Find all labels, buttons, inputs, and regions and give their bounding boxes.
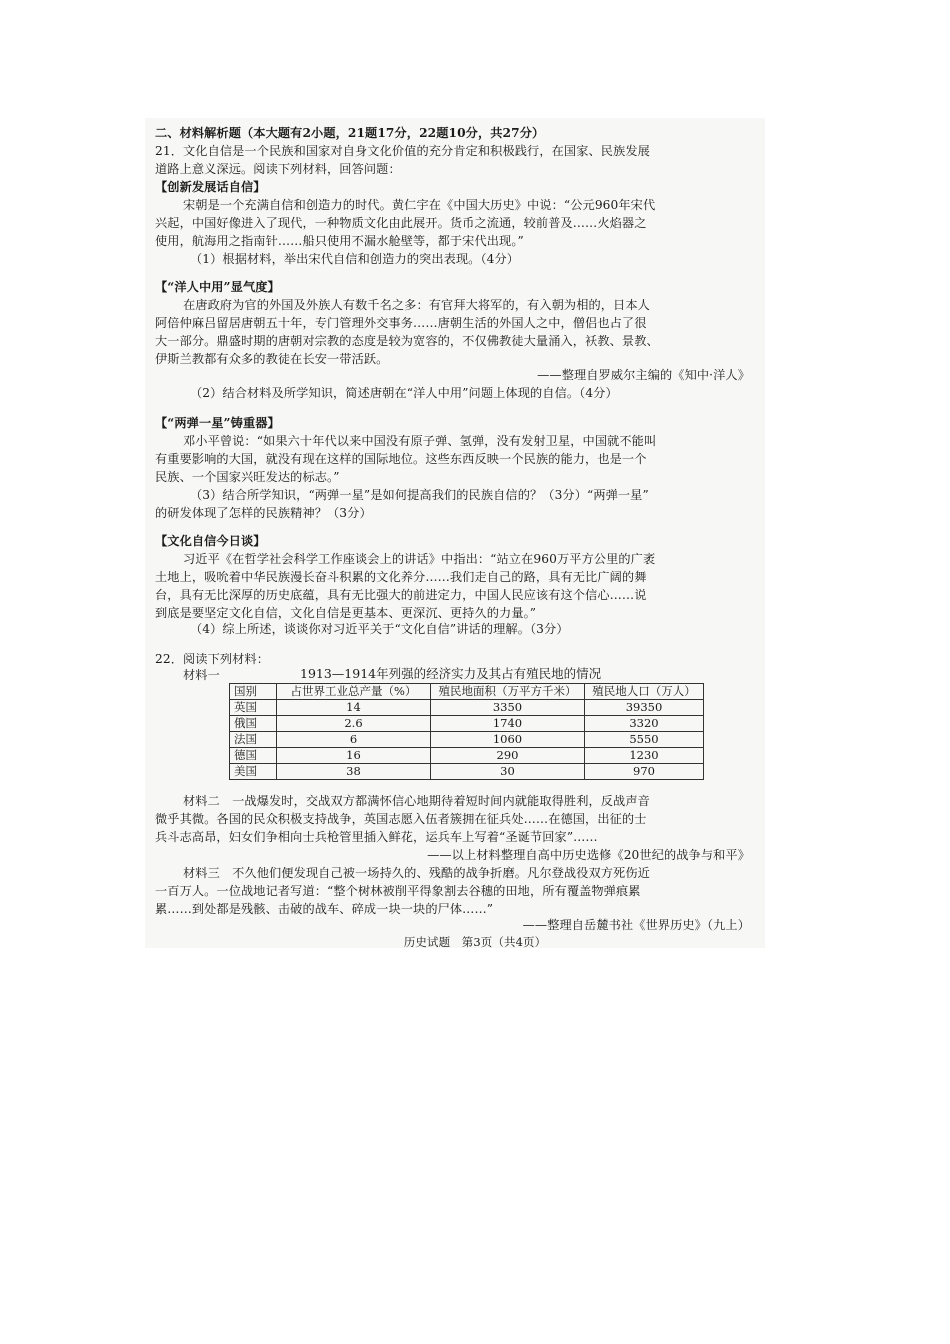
q21-part2-line: 阿倍仲麻吕留居唐朝五十年，专门管理外交事务……唐朝生活的外国人之中，僧侣也占了很 — [155, 316, 647, 330]
table-cell: 德国 — [230, 748, 277, 764]
table-cell: 38 — [277, 764, 431, 780]
table-cell: 1740 — [431, 716, 585, 732]
table-cell: 30 — [431, 764, 585, 780]
material2-line: 兵斗志高昂，妇女们争相向士兵枪管里插入鲜花，运兵车上写着“圣诞节回家”…… — [155, 830, 598, 844]
q21-intro-line-2: 道路上意义深远。阅读下列材料，回答问题： — [155, 162, 401, 176]
colony-table — [229, 683, 704, 780]
table-row — [230, 716, 704, 732]
material3-line: 累……到处都是残骸、击破的战车、碎成一块一块的尸体……” — [155, 902, 494, 916]
q21-part3-heading: 【“两弹一星”铸重器】 — [155, 416, 280, 430]
q21-question-2: （2）结合材料及所学知识，简述唐朝在“洋人中用”问题上体现的自信。（4分） — [190, 386, 618, 400]
table-cell: 970 — [585, 764, 704, 780]
q21-part1-line: 兴起，中国好像进入了现代，一种物质文化由此展开。货币之流通，较前普及……火焰器之 — [155, 216, 647, 230]
material2-line: 微乎其微。各国的民众积极支持战争，英国志愿入伍者簇拥在征兵处……在德国，出征的士 — [155, 812, 647, 826]
table-header-row — [230, 684, 704, 700]
table-row — [230, 700, 704, 716]
q21-part2-heading: 【“洋人中用”显气度】 — [155, 280, 280, 294]
table-cell: 16 — [277, 748, 431, 764]
q21-question-4: （4）综上所述，谈谈你对习近平关于“文化自信”讲话的理解。（3分） — [190, 622, 569, 636]
q21-part4-line: 习近平《在哲学社会科学工作座谈会上的讲话》中指出：“站立在960万平方公里的广袤 — [183, 552, 656, 566]
table-row — [230, 748, 704, 764]
table-cell: 2.6 — [277, 716, 431, 732]
table-header-cell: 占世界工业总产量（%） — [277, 684, 431, 700]
material1-label: 材料一 — [183, 668, 220, 682]
q21-part4-line: 土地上，吸吮着中华民族漫长奋斗积累的文化养分……我们走自己的路，具有无比广阔的舞 — [155, 570, 647, 584]
table-cell: 39350 — [585, 700, 704, 716]
q21-part2-line: 伊斯兰教都有众多的教徒在长安一带活跃。 — [155, 352, 389, 366]
section-title: 二、材料解析题（本大题有2小题，21题17分，22题10分，共27分） — [155, 126, 545, 140]
table-cell: 俄国 — [230, 716, 277, 732]
table-cell: 3320 — [585, 716, 704, 732]
q21-part1-heading: 【创新发展话自信】 — [155, 180, 266, 194]
q21-part3-line: 有重要影响的大国，就没有现在这样的国际地位。这些东西反映一个民族的能力，也是一个 — [155, 452, 647, 466]
material3-line: 一百万人。一位战地记者写道：“整个树林被削平得象割去谷穗的田地，所有覆盖物弹痕累 — [155, 884, 641, 898]
table-cell: 290 — [431, 748, 585, 764]
q21-part4-line: 台，具有无比深厚的历史底蕴，具有无比强大的前进定力，中国人民应该有这个信心……说 — [155, 588, 647, 602]
material3-source: ——整理自岳麓书社《世界历史》（九上） — [522, 918, 750, 932]
table-cell: 3350 — [431, 700, 585, 716]
table-row — [230, 732, 704, 748]
table-cell: 14 — [277, 700, 431, 716]
table-header-cell: 殖民地人口（万人） — [585, 684, 704, 700]
q21-part1-line: 使用，航海用之指南针……船只使用不漏水舱壁等，都于宋代出现。” — [155, 234, 524, 248]
table-cell: 法国 — [230, 732, 277, 748]
q21-question-1: （1）根据材料，举出宋代自信和创造力的突出表现。（4分） — [190, 252, 520, 266]
table-cell: 美国 — [230, 764, 277, 780]
q21-part2-source: ——整理自罗威尔主编的《知中·洋人》 — [537, 368, 750, 382]
q21-part4-heading: 【文化自信今日谈】 — [155, 534, 266, 548]
table-cell: 5550 — [585, 732, 704, 748]
q21-part2-line: 在唐政府为官的外国及外族人有数千名之多：有官拜大将军的，有入朝为相的，日本人 — [183, 298, 650, 312]
q22-intro: 22．阅读下列材料： — [155, 652, 270, 666]
table-header-cell: 国别 — [230, 684, 277, 700]
table-header-cell: 殖民地面积（万平方千米） — [431, 684, 585, 700]
q21-part4-line: 到底是要坚定文化自信，文化自信是更基本、更深沉、更持久的力量。” — [155, 606, 537, 620]
q21-question-3: （3）结合所学知识，“两弹一星”是如何提高我们的民族自信的？（3分）“两弹一星” — [190, 488, 649, 502]
material2-source: ——以上材料整理自高中历史选修《20世纪的战争与和平》 — [427, 848, 750, 862]
material2-line: 材料二 一战爆发时，交战双方都满怀信心地期待着短时间内就能取得胜利，反战声音 — [183, 794, 650, 808]
table-cell: 1230 — [585, 748, 704, 764]
material3-line: 材料三 不久他们便发现自己被一场持久的、残酷的战争折磨。凡尔登战役双方死伤近 — [183, 866, 650, 880]
table-caption: 1913—1914年列强的经济实力及其占有殖民地的情况 — [300, 666, 602, 681]
table-cell: 1060 — [431, 732, 585, 748]
q21-part3-line: 邓小平曾说：“如果六十年代以来中国没有原子弹、氢弹，没有发射卫星，中国就不能叫 — [183, 434, 657, 448]
q21-part2-line: 大一部分。鼎盛时期的唐朝对宗教的态度是较为宽容的，不仅佛教徒大量涌入，袄教、景教、 — [155, 334, 659, 348]
q21-intro-line-1: 21．文化自信是一个民族和国家对自身文化价值的充分肯定和积极践行，在国家、民族发展 — [155, 144, 650, 158]
table-cell: 6 — [277, 732, 431, 748]
table-cell: 英国 — [230, 700, 277, 716]
q21-part3-line: 民族、一个国家兴旺发达的标志。” — [155, 470, 340, 484]
q21-question-3-cont: 的研发体现了怎样的民族精神？（3分） — [155, 506, 372, 520]
page-footer: 历史试题 第3页（共4页） — [403, 935, 547, 949]
q21-part1-line: 宋朝是一个充满自信和创造力的时代。黄仁宇在《中国大历史》中说：“公元960年宋代 — [183, 198, 656, 212]
table-row — [230, 764, 704, 780]
